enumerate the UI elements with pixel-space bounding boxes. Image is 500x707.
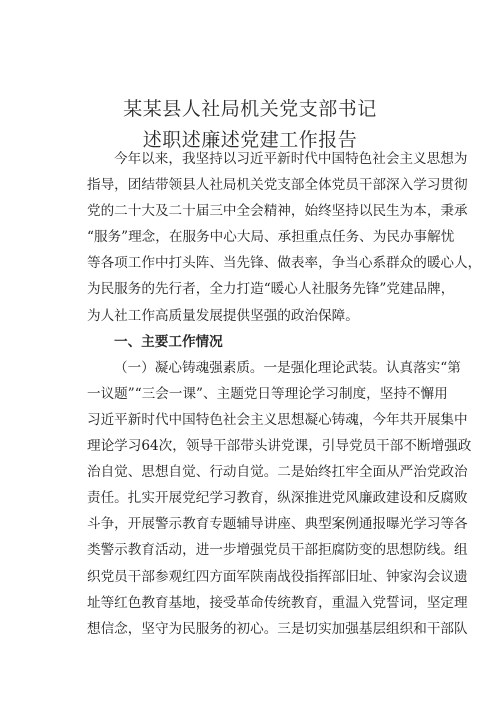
- text-line: 指导，团结带领县人社局机关党支部全体党员干部深入学习贯彻: [87, 177, 468, 194]
- text-line: 址等红色教育基地，接受革命传统教育，重温入党誓词，坚定理: [87, 594, 468, 611]
- section-paragraph: [87, 355, 472, 642]
- section-heading: 一、主要工作情况: [114, 333, 223, 350]
- text-line: （一）凝心铸魂强素质。一是强化理论武装。认真落实“第: [114, 359, 461, 376]
- text-line: 织党员干部参观红四方面军陕南战役指挥部旧址、钟家沟会议遗: [87, 568, 468, 585]
- title-line: 某某县人社局机关党支部书记: [123, 98, 377, 120]
- text-line: 为民服务的先行者，全力打造“暖心人社服务先锋”党建品牌，: [87, 281, 455, 298]
- text-line: 为人社工作高质量发展提供坚强的政治保障。: [87, 307, 359, 324]
- text-line: 习近平新时代中国特色社会主义思想凝心铸魂，今年共开展集中: [87, 411, 468, 428]
- text-line: 类警示教育活动，进一步增强党员干部拒腐防变的思想防线。组: [87, 542, 468, 559]
- text-line: 今年以来，我坚持以习近平新时代中国特色社会主义思想为: [114, 151, 468, 167]
- text-line: 一议题”“三会一课”、主题党日等理论学习制度，坚持不懈用: [87, 385, 448, 402]
- text-line: 想信念，坚守为民服务的初心。三是切实加强基层组织和干部队: [87, 620, 468, 637]
- text-line: 责任。扎实开展党纪学习教育，纵深推进党风廉政建设和反腐败: [87, 490, 468, 507]
- text-line: 治自觉、思想自觉、行动自觉。二是始终扛牢全面从严治党政治: [87, 464, 468, 481]
- text-line: “服务”理念，在服务中心大局、承担重点任务、为民办事解忧: [87, 229, 455, 246]
- document-body: [87, 146, 482, 642]
- text-line: 斗争，开展警示教育专题辅导讲座、典型案例通报曝光学习等各: [87, 516, 468, 533]
- text-line: 党的二十大及二十届三中全会精神，始终坚持以民生为本，秉承: [87, 203, 468, 220]
- text-line: 等各项工作中打头阵、当先锋、做表率，争当心系群众的暖心人，: [87, 255, 482, 272]
- intro-paragraph: [87, 146, 482, 329]
- title-line: 述职述廉述党建工作报告: [142, 129, 358, 151]
- text-line: 理论学习64次，领导干部带头讲党课，引导党员干部不断增强政: [87, 438, 472, 455]
